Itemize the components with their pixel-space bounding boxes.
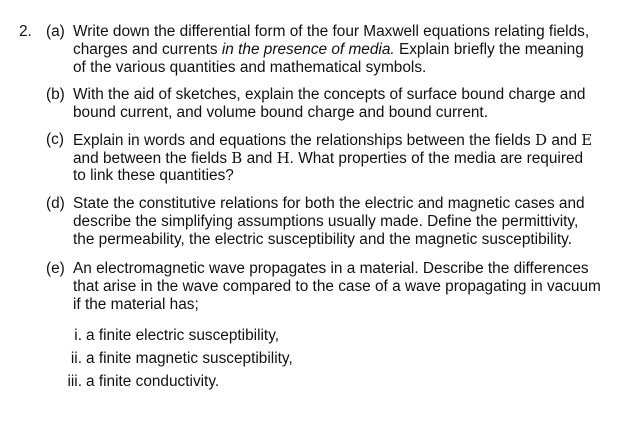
text-line: to link these quantities? (73, 167, 234, 184)
part-text (73, 86, 616, 122)
text-line: that arise in the wave compared to the case of a wave propagating in vacuum (73, 278, 601, 295)
part-label: (d) (46, 195, 65, 212)
subitem-text: a finite electric susceptibility, (86, 327, 280, 344)
part-label: (c) (46, 131, 64, 148)
part-text (73, 131, 616, 185)
text-line: if the material has; (73, 296, 199, 313)
text-line (73, 131, 616, 149)
part-text (73, 195, 616, 249)
part-text (73, 260, 616, 314)
part-label: (a) (46, 23, 65, 40)
text-line: bound current, and volume bound charge and bound current. (73, 104, 488, 121)
text-line: the permeability, the electric susceptibility and the magnetic susceptibility. (73, 231, 573, 248)
text-line: With the aid of sketches, explain the concepts of surface bound charge and (73, 86, 586, 103)
text-line: An electromagnetic wave propagates in a material. Describe the differences (73, 260, 589, 277)
field-symbol-b: B (231, 149, 243, 167)
text-line: describe the simplifying assumptions usually made. Define the permittivity, (73, 213, 579, 230)
subitem-text: a finite magnetic susceptibility, (86, 350, 293, 367)
part-label: (b) (46, 86, 65, 103)
subitem-label: i. (74, 327, 82, 344)
text-span: charges and currents (73, 41, 222, 58)
text-span: Explain briefly the meaning (394, 41, 584, 58)
part-text (73, 23, 616, 77)
text-line: State the constitutive relations for both the electric and magnetic cases and (73, 195, 585, 212)
text-line: Write down the differential form of the four Maxwell equations relating fields, (73, 23, 590, 40)
text-span: and (242, 150, 277, 167)
part-label: (e) (46, 260, 65, 277)
field-symbol-e: E (581, 131, 593, 149)
text-span: and (547, 132, 582, 149)
text-line (73, 41, 616, 59)
text-span: Explain in words and equations the relationships between the fields (73, 132, 536, 149)
subitem-label: ii. (70, 350, 82, 367)
question-number: 2. (19, 23, 32, 40)
subitem-text: a finite conductivity. (86, 373, 220, 390)
text-line: of the various quantities and mathematical symbols. (73, 59, 427, 76)
text-line (73, 149, 616, 167)
field-symbol-d: D (535, 131, 548, 149)
emphasized-text: in the presence of media. (221, 41, 395, 58)
subitem-label: iii. (67, 373, 82, 390)
text-span: . What properties of the media are required (289, 150, 584, 167)
text-span: and between the fields (73, 150, 232, 167)
field-symbol-h: H (276, 149, 290, 167)
